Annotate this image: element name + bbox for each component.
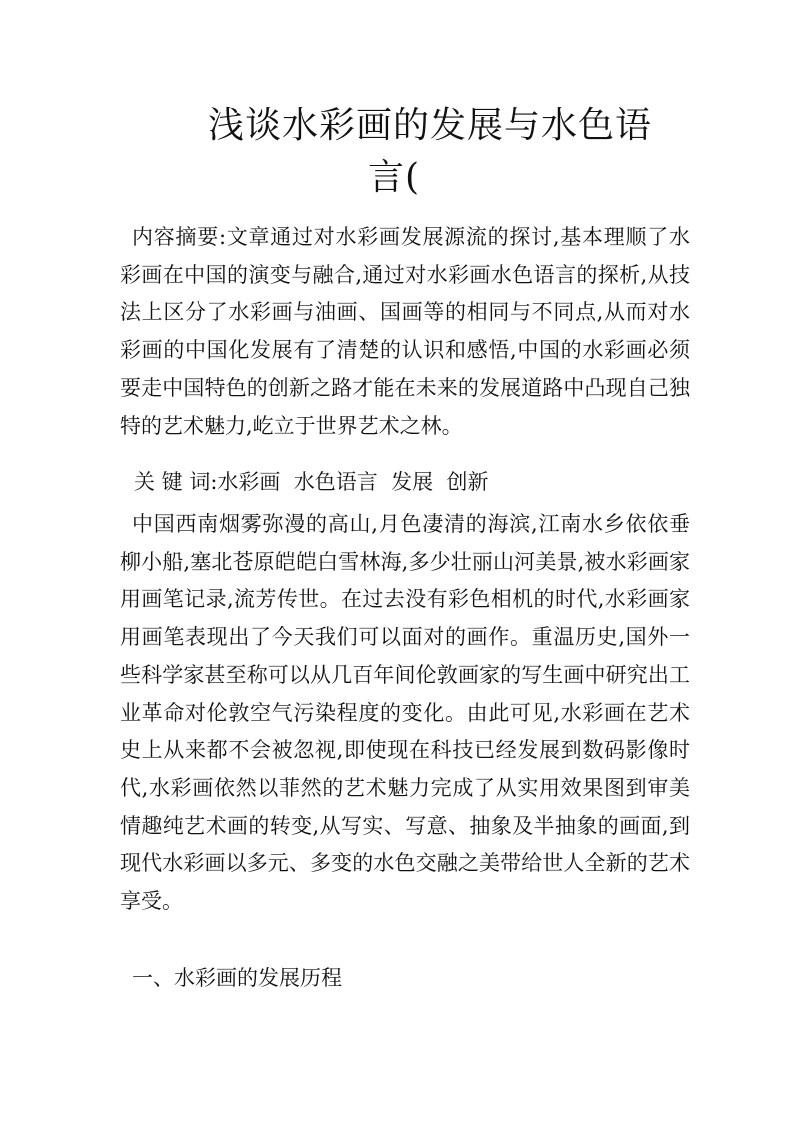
section-heading-block [120,960,690,998]
intro-block [120,506,690,921]
section-heading: 一、水彩画的发展历程 [132,966,342,990]
document-title-line-2: 言( [368,157,421,198]
abstract-block [120,219,690,445]
intro-paragraph: 中国西南烟雾弥漫的高山,月色凄清的海滨,江南水乡依依垂柳小船,塞北苍原皑皑白雪林海,多少壮丽山河美景,被水彩画家用画笔记录,流芳传世。在过去没有彩色相机的时代,水彩画家用画笔表现出了今天我们可以面对的画作。重温历史,国外一些科学家甚至称可以从几百年间伦敦画家的写生画中研究出工业革命对伦敦空气污染程度的变化。由此可见,水彩画在艺术史上从来都不会被忽视,即使现在科技已经发展到数码影像时代,水彩画依然以菲然的艺术魅力完成了从实用效果图到审美情趣纯艺术画的转变,从写实、写意、抽象及半抽象的画面,到现代水彩画以多元、多变的水色交融之美带给世人全新的艺术享受。 [120,512,690,914]
keywords-line: 关 键 词:水彩画 水色语言 发展 创新 [134,470,489,494]
keywords-block [120,464,690,502]
document-title-line-1: 浅谈水彩画的发展与水色语 [208,105,653,146]
abstract-paragraph: 内容摘要:文章通过对水彩画发展源流的探讨,基本理顺了水彩画在中国的演变与融合,通过对水彩画水色语言的探析,从技法上区分了水彩画与油画、国画等的相同与不同点,从而对水彩画的中国化发展有了清楚的认识和感悟,中国的水彩画必须要走中国特色的创新之路才能在未来的发展道路中凸现自己独特的艺术魅力,屹立于世界艺术之林。 [120,225,690,438]
